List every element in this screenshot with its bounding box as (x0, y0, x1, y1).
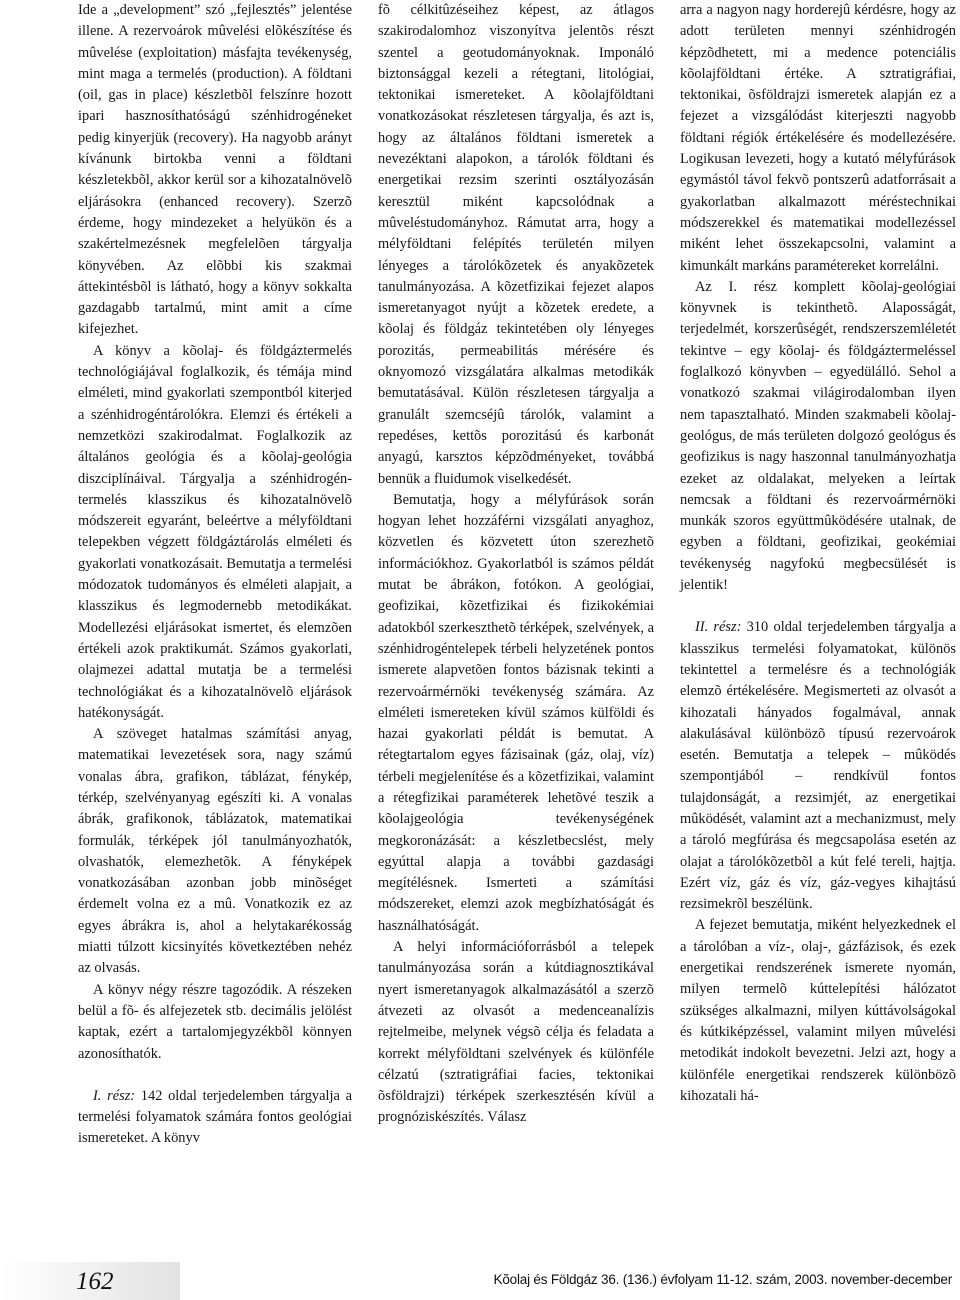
paragraph: A könyv négy részre tagozódik. A részeken belül a fõ- és alfejezetek stb. decimális jelölést kaptak, ezért a tartalomjegyzékbõl könnyen azonosíthatók. (78, 981, 352, 1062)
paragraph: Az I. rész komplett kõolaj-geológiai könyvnek is tekinthetõ. Alaposságát, terjedelmét, korszerûségét, rendszerszemléletét tekintve – egy kõolaj- és földgáztermeléssel foglalkozó könyvben – egyedülálló. Sehol a vonatkozó szakmai világirodalomban ilyen nem tapasztalható. Minden szakmabeli kõolaj-geológus, de más területen dolgozó geológus és geofizikus is nagy haszonnal tanulmányozhatja ezeket az oldalakat, melyeken a leírtak nemcsak a földtani és rezervoármérnöki munkák szoros együttmûködésére utalnak, de egyben a földtani, geofizikai, geokémiai tevékenység nagyfokú megbecsülését is jelentik! (680, 278, 956, 594)
paragraph-text: 310 oldal terjedelemben tárgyalja a klasszikus termelési folyamatokat, különös tekintettel a termelésre és a technológiák elemzõ értékelésére. Megismerteti az olvasót a kihozatali hányados fogalmával, annak alakulásával különbözõ típusú rezervoárok esetén. Bemutatja a telepek – mûködés szempontjából – rendkívül fontos tulajdonságát, a rezsimjét, az energetikai mûködését, valamint azt a mechanizmust, mely a tároló megfúrása és megcsapolása esetén az olajat a tárolókõzetbõl a kút felé tereli, hajtja. Ezért víz, gáz és víz, gáz-vegyes kihajtású rezsimekrõl beszélünk. (680, 619, 956, 913)
page-number: 162 (76, 1268, 114, 1295)
paragraph-text: 142 oldal terjedelemben tárgyalja a termelési folyamatok számára fontos geológiai ismereteket. A könyv (78, 1087, 352, 1147)
text-column-left (78, 0, 352, 1150)
paragraph: A helyi információforrásból a telepek tanulmányozása során a kútdiagnosztikával nyert ismeretanyagok alkalmazásától a szerzõ átvezeti az olvasót a medenceanalízis rejtelmeibe, melynek végsõ célja és feladata a korrekt mélyföldtani szelvények és különféle célzatú (sztratigráfiai facies, tektonikai õsföldrajzi) térképek szerkesztésén kívül a prognóziskészítés. Válasz (378, 939, 654, 1126)
paragraph: arra a nagyon nagy horderejû kérdésre, hogy az adott területen mennyi szénhidrogén képzõdhetett, mi a medence potenciális kõolajföldtani értéke. A sztratigráfiai, tektonikai, õsföldrajzi ismeretek alapján ez a fejezet a vizsgálódást kiterjeszti nagyobb földtani régiók értékelésére és modellezésére. Logikusan levezeti, hogy a kutató mélyfúrások egymástól távol fekvõ pontszerû adatforrásait a gyakorlatban alkalmazott méréstechnikai módszerekkel és matematikai modellezéssel miként lehet összekapcsolni, valamint a kimunkált markáns paramétereket korrelálni. (680, 2, 956, 274)
journal-citation: Kõolaj és Földgáz 36. (136.) évfolyam 11-12. szám, 2003. november-december (493, 1272, 952, 1287)
paragraph: Ide a „development” szó „fejlesztés” jelentése illene. A rezervoárok mûvelési elõkészítése és mûvelése (exploitation) másfajta tevékenység, mint maga a termelés (production). A földtani (oil, gas in place) készletbõl felszínre hozott ipari hasznosíthatóságú szénhidrogéneket pedig kinyerjük (recovery). Ha nagyobb arányt kívánunk birtokba venni a földtani készletekbõl, akkor kerül sor a kihozatalnövelõ eljárásokra (enhanced recovery). Szerzõ érdeme, hogy mindezeket a helyükön és a szakértelmezésnek megfelelõen tárgyalja könyvében. Az elõbbi kis szakmai áttekintésbõl is látható, hogy a könyv sokkalta gazdagabb tartalmú, mint amit a címe kifejezhet. (78, 2, 352, 338)
paragraph: A szöveget hatalmas számítási anyag, matematikai levezetések sora, nagy számú vonalas ábra, grafikon, táblázat, fénykép, térkép, szelvényanyag egészíti ki. A vonalas ábrák, grafikonok, táblázatok, matematikai formulák, térképek jól tanulmányozhatók, olvashatók, elemezhetõk. A fényképek vonatkozásában azonban jobb minõséget érdemelt volna ez a mû. Vonatkozik ez az egyes ábrákra is, ahol a helytakarékosság miatti túlzott kicsinyítés következtében nehéz az olvasás. (78, 726, 352, 977)
paragraph: fõ célkitûzéseihez képest, az átlagos szakirodalomhoz viszonyítva jelentõs részt szentel a geotudományoknak. Imponáló biztonsággal kezeli a rétegtani, litológiai, tektonikai ismereteket. A kõolajföldtani vonatkozásokat részletesen tárgyalja, és azt is, hogy az általános földtani ismeretek a nevezéktani alapokon, a tárolók földtani és energetikai rezsim szerinti osztályozásán keresztül miként kapcsolódnak a mûveléstudományhoz. Rámutat arra, hogy a mélyföldtani felépítés területén milyen lényeges a tárolókõzetek és anyakõzetek tanulmányozása. A kõzetfizikai fejezet alapos ismeretanyagot nyújt a kõzetek eredete, a kõolaj és földgáz tekintetében oly lényeges porozitás, permeabilitás mérésére és oknyomozó vizsgálatára alkalmas metodikák bemutatásával. Külön részletesen tárgyalja a granulált szemcséjû tárolók, valamint a repedéses, kettõs porozitású és karbonát anyagú, karsztos képzõdményeket, továbbá bennük a fluidumok viselkedését. (378, 2, 654, 487)
paragraph (680, 617, 956, 915)
text-column-middle (378, 0, 654, 1129)
paragraph: A könyv a kõolaj- és földgáztermelés technológiájával foglalkozik, és témája mind elméleti, mind gyakorlati szempontból kiterjed a szénhidrogéntárolókra. Elemzi és értékeli a nemzetközi szakirodalmat. Foglalkozik az általános geológia és a kõolaj-geológia diszciplínáival. Tárgyalja a szénhidrogén-termelés klasszikus és kihozatalnövelõ módszereit egyaránt, beleértve a mélyföldtani telepekben végzett földgáztárolás elméleti és gyakorlati vonatkozásait. Bemutatja a termelési módozatok tudományos és elméleti alapjait, a klasszikus és legmodernebb metodikákat. Modellezési eljárásokat ismertet, és elemzõen értékeli azok praktikumát. Számos gyakorlati, olajmezei adattal mutatja be a termelési technológiákat és a kihozatalnövelõ eljárások hatékonyságát. (78, 342, 352, 721)
section-label: II. rész: (695, 619, 742, 636)
text-column-right (680, 0, 956, 1107)
paragraph: Bemutatja, hogy a mélyfúrások során hogyan lehet hozzáférni vizsgálati anyaghoz, közvetlen és közvetett úton szerezhetõ információkhoz. Gyakorlatból is számos példát mutat be ábrákon, fotókon. A geológiai, geofizikai, kõzetfizikai és fizikokémiai adatokból szerkeszthetõ térképek, szelvények, a szénhidrogéntelepek térbeli helyzetének pontos ismerete alapvetõen fontos bázisnak tekinti a rezervoármérnöki tevékenység számára. Az elméleti ismereteken kívül számos külföldi és hazai gyakorlati példát is bemutat. A rétegtartalom egyes fázisainak (gáz, olaj, víz) térbeli megjelenítése és a kõzetfizikai, valamint a rétegfizikai paraméterek lehetõvé teszik a kõolajgeológia tevékenységének megkoronázását: a készletbecslést, mely egyúttal alapja a további gazdasági megítélésnek. Ismerteti a számítási módszereket, elemzi azok megbízhatóságát és használhatóságát. (378, 491, 654, 934)
section-label: I. rész: (93, 1087, 136, 1104)
paragraph: A fejezet bemutatja, miként helyezkednek el a tárolóban a víz-, olaj-, gázfázisok, és ezek energetikai rendszerének ismerete nyomán, milyen termelõ kúttelepítési hálózatot szükséges alkalmazni, milyen kúttávolságokal és kútkiképzéssel, valamint milyen mûvelési metodikát indokolt bevezetni. Jelzi azt, hogy a különféle energetikai rendszerek különbözõ kihozatali há- (680, 917, 956, 1104)
paragraph (78, 1086, 352, 1150)
